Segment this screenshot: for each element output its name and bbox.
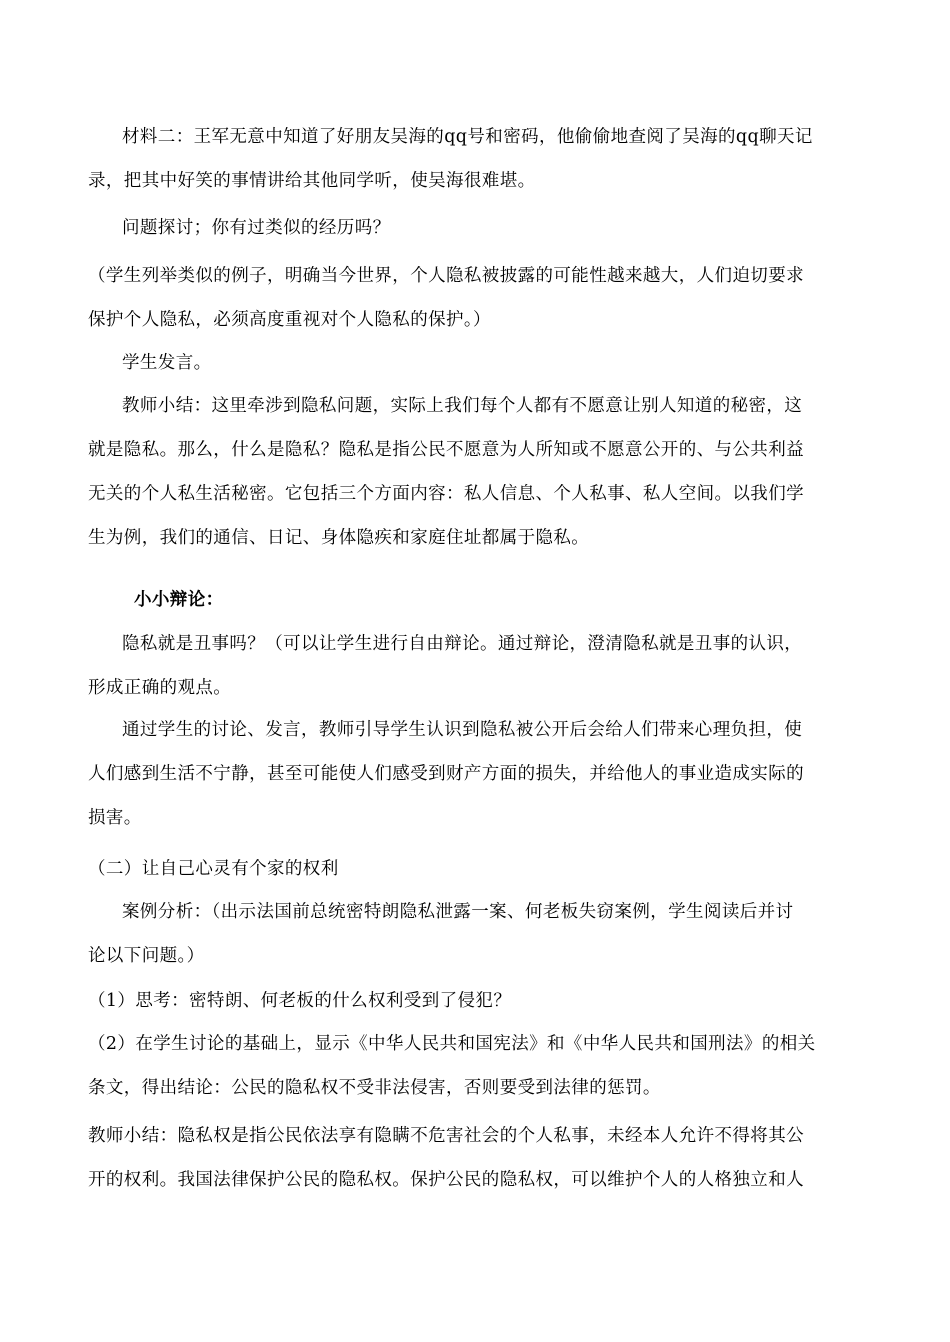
- text-line: 论以下问题。）: [88, 946, 205, 966]
- paragraph-think-two: [88, 1022, 863, 1110]
- paragraph-material-two: [88, 115, 863, 203]
- paragraph-student-examples-note: [88, 254, 863, 342]
- debate-heading: [88, 578, 863, 622]
- paragraph-debate-question: [88, 622, 863, 710]
- text-line: 生为例，我们的通信、日记、身体隐疾和家庭住址都属于隐私。: [88, 528, 590, 548]
- text-line: 隐私就是丑事吗？（可以让学生进行自由辩论。通过辩论，澄清隐私就是丑事的认识，: [122, 634, 803, 654]
- text-line: 学生发言。: [122, 353, 212, 373]
- text-line: （2）在学生讨论的基础上，显示《中华人民共和国宪法》和《中华人民共和国刑法》的相关: [88, 1034, 816, 1054]
- text-line: 案例分析：（出示法国前总统密特朗隐私泄露一案、何老板失窃案例，学生阅读后并讨: [122, 902, 794, 922]
- paragraph-teacher-guidance: [88, 708, 863, 840]
- paragraph-case-analysis: [88, 890, 863, 978]
- text-line: 开的权利。我国法律保护公民的隐私权。保护公民的隐私权，可以维护个人的人格独立和人: [88, 1170, 804, 1190]
- text-line: 通过学生的讨论、发言，教师引导学生认识到隐私被公开后会给人们带来心理负担，使: [122, 720, 803, 740]
- paragraph-teacher-summary-2: [88, 1114, 863, 1202]
- text-line: （1）思考：密特朗、何老板的什么权利受到了侵犯？: [88, 991, 512, 1011]
- text-line: 条文，得出结论：公民的隐私权不受非法侵害，否则要受到法律的惩罚。: [88, 1078, 661, 1098]
- paragraph-teacher-summary-1: [88, 384, 863, 560]
- text-line: 无关的个人私生活秘密。它包括三个方面内容：私人信息、个人私事、私人空间。以我们学: [88, 484, 804, 504]
- section-two-heading: [88, 847, 863, 891]
- text-line: 材料二：王军无意中知道了好朋友吴海的qq号和密码，他偷偷地查阅了吴海的qq聊天记: [122, 127, 813, 147]
- text-line: 录，把其中好笑的事情讲给其他同学听，使吴海很难堪。: [88, 171, 536, 191]
- text-line: 就是隐私。那么，什么是隐私？隐私是指公民不愿意为人所知或不愿意公开的、与公共利益: [88, 440, 804, 460]
- text-line: 教师小结：隐私权是指公民依法享有隐瞒不危害社会的个人私事，未经本人允许不得将其公: [88, 1126, 804, 1146]
- text-line: 损害。: [88, 808, 142, 828]
- paragraph-think-one: [88, 979, 863, 1023]
- text-line: 形成正确的观点。: [88, 678, 232, 698]
- text-line: 小小辩论：: [134, 590, 224, 610]
- text-line: 教师小结：这里牵涉到隐私问题，实际上我们每个人都有不愿意让别人知道的秘密，这: [122, 396, 803, 416]
- text-line: 保护个人隐私，必须高度重视对个人隐私的保护。）: [88, 310, 491, 330]
- text-line: （二）让自己心灵有个家的权利: [88, 859, 339, 879]
- text-line: （学生列举类似的例子，明确当今世界，个人隐私被披露的可能性越来越大，人们迫切要求: [88, 266, 804, 286]
- paragraph-question-discussion: [88, 206, 863, 250]
- text-line: 人们感到生活不宁静，甚至可能使人们感受到财产方面的损失，并给他人的事业造成实际的: [88, 764, 804, 784]
- text-line: 问题探讨；你有过类似的经历吗？: [122, 218, 391, 238]
- paragraph-student-speech: [88, 341, 863, 385]
